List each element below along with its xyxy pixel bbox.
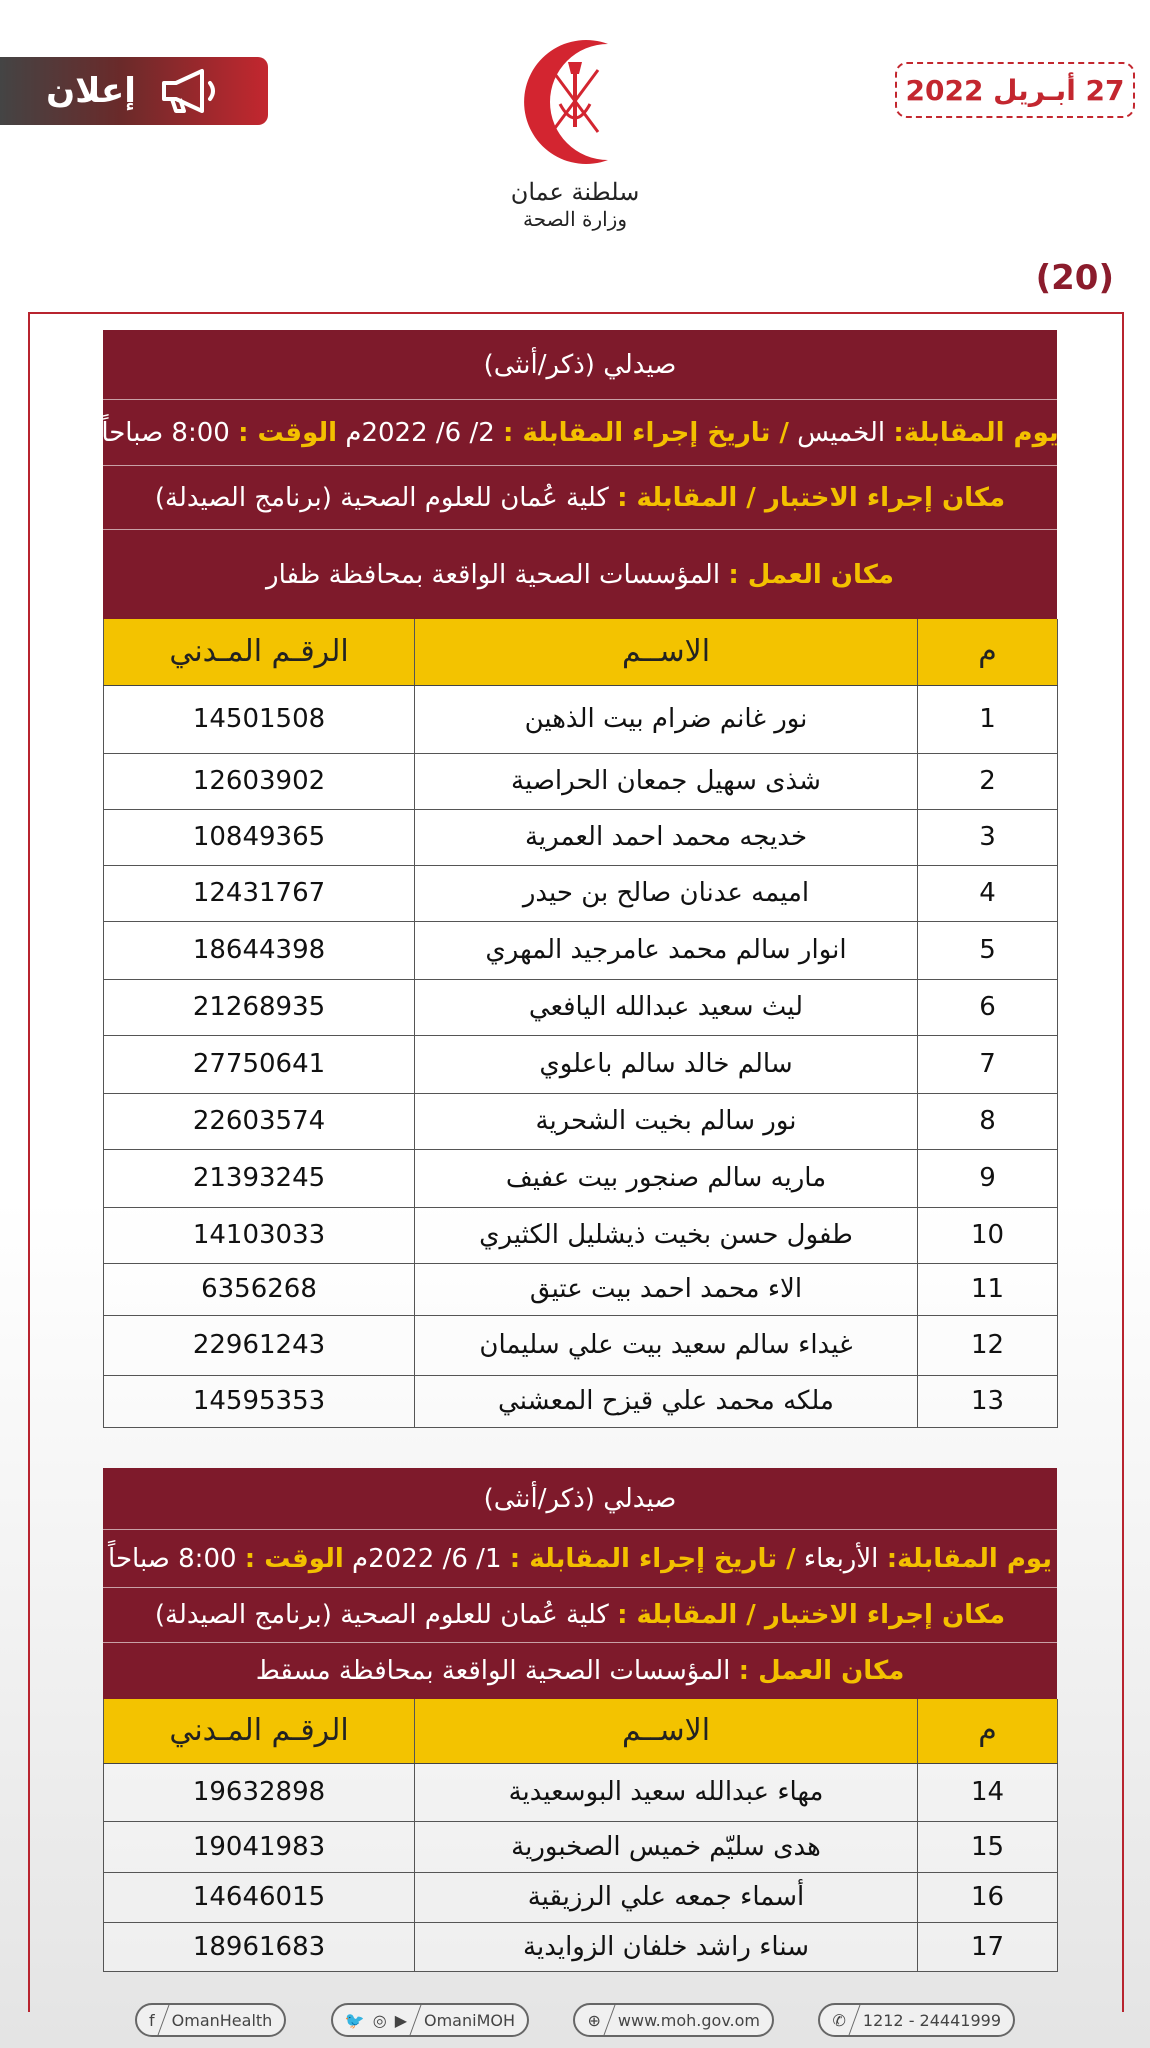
venue-label: مكان إجراء الاختبار / المقابلة : [617, 1600, 1006, 1630]
website-link[interactable] [573, 2003, 774, 2037]
candidate-name: اميمه عدنان صالح بن حيدر [415, 865, 918, 921]
table-row [104, 1093, 1058, 1149]
announcement-tab [0, 57, 268, 125]
phone-link[interactable] [818, 2003, 1015, 2037]
row-number: 3 [918, 809, 1058, 865]
workplace-row [103, 1643, 1057, 1699]
section-dhofar [103, 330, 1057, 1428]
civil-id: 6356268 [104, 1263, 415, 1315]
candidates-table [103, 1699, 1058, 1972]
workplace-value: المؤسسات الصحية الواقعة بمحافظة ظفار [266, 559, 721, 590]
day-label: يوم المقابلة: [886, 1543, 1052, 1574]
candidate-name: الاء محمد احمد بيت عتيق [415, 1263, 918, 1315]
time-value: 8:00 صباحاً [108, 1543, 237, 1574]
table-row [104, 865, 1058, 921]
candidate-name: غيداء سالم سعيد بيت علي سليمان [415, 1315, 918, 1375]
website-url: www.moh.gov.om [617, 2010, 760, 2030]
candidate-name: ملكه محمد علي قيزح المعشني [415, 1375, 918, 1427]
workplace-value: المؤسسات الصحية الواقعة بمحافظة مسقط [255, 1656, 731, 1686]
table-row [104, 1149, 1058, 1207]
section-header [103, 330, 1057, 619]
phone-number: 1212 - 24441999 [862, 2010, 1001, 2030]
table-row [104, 753, 1058, 809]
candidate-name: انوار سالم محمد عامرجيد المهري [415, 921, 918, 979]
row-number: 16 [918, 1872, 1058, 1922]
table-row [104, 1035, 1058, 1093]
civil-id: 14103033 [104, 1207, 415, 1263]
civil-id: 21393245 [104, 1149, 415, 1207]
interview-date-row [103, 400, 1057, 466]
date-label: / تاريخ إجراء المقابلة : [503, 417, 789, 448]
row-number: 17 [918, 1922, 1058, 1971]
section-muscat [103, 1468, 1057, 1972]
youtube-icon: ▶ [394, 2010, 407, 2030]
civil-id: 19041983 [104, 1821, 415, 1872]
date-value: 1/ 6/ 2022م [352, 1543, 502, 1574]
date-text: 27 أبـريل 2022 [905, 73, 1125, 107]
candidate-name: ليث سعيد عبدالله اليافعي [415, 979, 918, 1035]
venue-value: كلية عُمان للعلوم الصحية (برنامج الصيدلة) [154, 1600, 609, 1630]
interview-date-row [103, 1530, 1057, 1588]
col-header-num: م [918, 619, 1058, 685]
instagram-icon: ◎ [372, 2010, 387, 2030]
table-row [104, 809, 1058, 865]
table-row [104, 1872, 1058, 1922]
col-header-num: م [918, 1699, 1058, 1763]
candidate-name: نور سالم بخيت الشحرية [415, 1093, 918, 1149]
job-title: صيدلي (ذكر/أنثى) [483, 1483, 677, 1514]
civil-id: 18644398 [104, 921, 415, 979]
facebook-handle: OmanHealth [171, 2010, 273, 2030]
civil-id: 27750641 [104, 1035, 415, 1093]
row-number: 6 [918, 979, 1058, 1035]
row-number: 4 [918, 865, 1058, 921]
announcement-label: إعلان [46, 71, 136, 111]
civil-id: 12603902 [104, 753, 415, 809]
workplace-label: مكان العمل : [738, 1656, 905, 1686]
candidate-name: هدى سليّم خميس الصخبورية [415, 1821, 918, 1872]
row-number: 15 [918, 1821, 1058, 1872]
civil-id: 14595353 [104, 1375, 415, 1427]
org-name-line1: سلطنة عمان [510, 178, 640, 206]
row-number: 2 [918, 753, 1058, 809]
workplace-row [103, 530, 1057, 619]
org-name-line2: وزارة الصحة [523, 207, 627, 231]
job-title-row [103, 330, 1057, 400]
row-number: 7 [918, 1035, 1058, 1093]
civil-id: 22603574 [104, 1093, 415, 1149]
candidate-name: سناء راشد خلفان الزوايدية [415, 1922, 918, 1971]
row-number: 8 [918, 1093, 1058, 1149]
civil-id: 18961683 [104, 1922, 415, 1971]
date-label: / تاريخ إجراء المقابلة : [509, 1543, 796, 1574]
social-links[interactable] [331, 2003, 529, 2037]
row-number: 1 [918, 685, 1058, 753]
candidate-name: أسماء جمعه علي الرزيقية [415, 1872, 918, 1922]
civil-id: 10849365 [104, 809, 415, 865]
row-number: 12 [918, 1315, 1058, 1375]
globe-icon: ⊕ [587, 2010, 601, 2030]
col-header-name: الاســم [415, 1699, 918, 1763]
civil-id: 19632898 [104, 1763, 415, 1821]
table-row [104, 921, 1058, 979]
venue-row [103, 466, 1057, 530]
day-label: يوم المقابلة: [893, 417, 1059, 448]
venue-value: كلية عُمان للعلوم الصحية (برنامج الصيدلة) [154, 482, 609, 513]
page-number: (20) [1035, 258, 1114, 298]
time-label: الوقت : [244, 1543, 344, 1574]
time-value: 8:00 صباحاً [101, 417, 230, 448]
civil-id: 14501508 [104, 685, 415, 753]
candidate-name: سالم خالد سالم باعلوي [415, 1035, 918, 1093]
ministry-logo [490, 32, 660, 232]
twitter-icon: 🐦 [344, 2010, 365, 2030]
table-row [104, 1207, 1058, 1263]
row-number: 5 [918, 921, 1058, 979]
time-label: الوقت : [238, 417, 338, 448]
civil-id: 12431767 [104, 865, 415, 921]
phone-icon: ✆ [832, 2010, 846, 2030]
section-header [103, 1468, 1057, 1699]
table-header-row [104, 619, 1058, 685]
candidate-name: مهاء عبدالله سعيد البوسعيدية [415, 1763, 918, 1821]
table-row [104, 1375, 1058, 1427]
candidate-name: طفول حسن بخيت ذيشليل الكثيري [415, 1207, 918, 1263]
row-number: 10 [918, 1207, 1058, 1263]
workplace-label: مكان العمل : [728, 559, 894, 590]
col-header-civil-id: الرقـم المـدني [104, 1699, 415, 1763]
row-number: 11 [918, 1263, 1058, 1315]
job-title: صيدلي (ذكر/أنثى) [483, 349, 677, 380]
table-row [104, 979, 1058, 1035]
megaphone-icon [158, 67, 222, 115]
candidate-name: نور غانم ضرام بيت الذهين [415, 685, 918, 753]
table-row [104, 1263, 1058, 1315]
civil-id: 21268935 [104, 979, 415, 1035]
table-row [104, 685, 1058, 753]
announcement-date [895, 62, 1135, 118]
date-value: 2/ 6/ 2022م [345, 417, 495, 448]
civil-id: 14646015 [104, 1872, 415, 1922]
candidates-table [103, 619, 1058, 1428]
table-row [104, 1315, 1058, 1375]
candidate-name: شذى سهيل جمعان الحراصية [415, 753, 918, 809]
venue-label: مكان إجراء الاختبار / المقابلة : [617, 482, 1006, 513]
facebook-link[interactable] [135, 2003, 286, 2037]
row-number: 13 [918, 1375, 1058, 1427]
col-header-civil-id: الرقـم المـدني [104, 619, 415, 685]
facebook-icon: f [149, 2010, 155, 2030]
social-handle: OmaniMOH [424, 2010, 515, 2030]
civil-id: 22961243 [104, 1315, 415, 1375]
job-title-row [103, 1468, 1057, 1530]
candidate-name: خديجه محمد احمد العمرية [415, 809, 918, 865]
day-value: الأربعاء [803, 1543, 879, 1574]
row-number: 9 [918, 1149, 1058, 1207]
venue-row [103, 1588, 1057, 1643]
table-header-row [104, 1699, 1058, 1763]
table-row [104, 1821, 1058, 1872]
day-value: الخميس [797, 417, 886, 448]
col-header-name: الاســم [415, 619, 918, 685]
candidate-name: ماريه سالم صنجور بيت عفيف [415, 1149, 918, 1207]
table-row [104, 1922, 1058, 1971]
table-row [104, 1763, 1058, 1821]
footer-contacts [135, 2002, 1015, 2038]
row-number: 14 [918, 1763, 1058, 1821]
